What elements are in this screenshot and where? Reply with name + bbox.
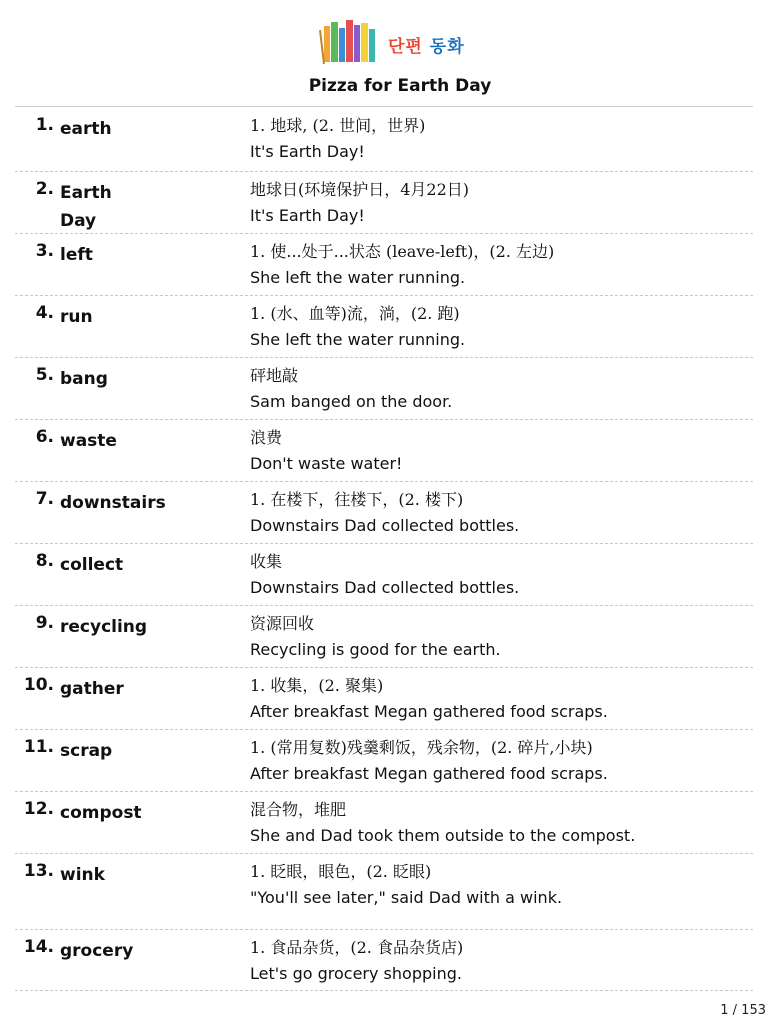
- books-icon: [318, 18, 384, 66]
- vocab-entry: [15, 295, 753, 358]
- entry-word: collect: [60, 555, 124, 575]
- entry-meaning: 砰地敲: [250, 366, 299, 385]
- entry-meaning: 1. 在楼下，往楼下，(2. 楼下): [250, 490, 464, 509]
- entry-example: It's Earth Day!: [250, 206, 365, 225]
- entry-number: 9.: [35, 613, 54, 633]
- entry-word: wink: [60, 865, 105, 885]
- vocab-entry: [15, 667, 753, 730]
- entry-number: 1.: [35, 115, 54, 135]
- entry-meaning: 资源回收: [250, 614, 315, 633]
- entry-number: 10.: [23, 675, 54, 695]
- entry-example: "You'll see later," said Dad with a wink.: [250, 888, 563, 907]
- entry-example: Let's go grocery shopping.: [250, 964, 462, 983]
- entry-word: scrap: [60, 741, 113, 761]
- vocab-entry: [15, 729, 753, 792]
- entry-number: 6.: [35, 427, 54, 447]
- vocab-entry: [15, 605, 753, 668]
- entry-meaning: 收集: [250, 552, 283, 571]
- logo-text: 단편 동화: [388, 37, 465, 57]
- entry-word: Earth Day: [60, 183, 112, 231]
- entry-word: grocery: [60, 941, 134, 961]
- entry-example: Sam banged on the door.: [250, 392, 453, 411]
- entry-word: run: [60, 307, 93, 327]
- vocab-entry: [15, 233, 753, 296]
- entry-meaning: 地球日(环境保护日，4月22日): [250, 180, 470, 199]
- page-indicator: 1 / 153: [720, 1003, 766, 1018]
- vocab-entry: [15, 357, 753, 420]
- entry-meaning: 1. 眨眼，眼色，(2. 眨眼): [250, 862, 432, 881]
- entry-number: 4.: [35, 303, 54, 323]
- entry-meaning: 混合物，堆肥: [250, 800, 347, 819]
- entry-number: 5.: [35, 365, 54, 385]
- entry-example: Downstairs Dad collected bottles.: [250, 578, 520, 597]
- entry-meaning: 1. 食品杂货，(2. 食品杂货店): [250, 938, 464, 957]
- entry-word: waste: [60, 431, 117, 451]
- entry-example: She left the water running.: [250, 330, 466, 349]
- vocab-entry: [15, 419, 753, 482]
- entry-example: Downstairs Dad collected bottles.: [250, 516, 520, 535]
- entry-example: She and Dad took them outside to the compost.: [250, 826, 636, 845]
- entry-number: 11.: [23, 737, 54, 757]
- entry-meaning: 1. 使...处于...状态 (leave-left)，(2. 左边): [250, 242, 555, 261]
- entry-example: Recycling is good for the earth.: [250, 640, 501, 659]
- entry-number: 12.: [23, 799, 54, 819]
- vocab-entry: [15, 107, 753, 172]
- vocab-entry: [15, 853, 753, 930]
- vocab-entry: [15, 481, 753, 544]
- entry-example: After breakfast Megan gathered food scraps.: [250, 764, 608, 783]
- vocab-entry: [15, 543, 753, 606]
- entry-word: gather: [60, 679, 124, 699]
- book-logo: [318, 18, 478, 66]
- entry-number: 2.: [35, 179, 54, 199]
- entry-meaning: 1. 地球, (2. 世间，世界): [250, 116, 426, 135]
- entry-example: After breakfast Megan gathered food scraps.: [250, 702, 608, 721]
- entry-meaning: 1. (常用复数)残羹剩饭，残余物，(2. 碎片,小块): [250, 738, 593, 757]
- entry-meaning: 1. 收集，(2. 聚集): [250, 676, 384, 695]
- entry-example: She left the water running.: [250, 268, 466, 287]
- entry-meaning: 1. (水、血等)流，淌，(2. 跑): [250, 304, 460, 323]
- entry-word: earth: [60, 119, 112, 139]
- page-title: Pizza for Earth Day: [308, 76, 492, 96]
- entry-word: bang: [60, 369, 108, 389]
- entry-number: 14.: [23, 937, 54, 957]
- entry-example: Don't waste water!: [250, 454, 403, 473]
- entry-number: 13.: [23, 861, 54, 881]
- entry-number: 3.: [35, 241, 54, 261]
- vocab-entry: [15, 171, 753, 234]
- entry-example: It's Earth Day!: [250, 142, 365, 161]
- entry-word: downstairs: [60, 493, 166, 513]
- entry-word: left: [60, 245, 93, 265]
- vocab-entry: [15, 929, 753, 991]
- entry-meaning: 浪费: [250, 428, 283, 447]
- vocab-entry: [15, 791, 753, 854]
- entry-word: recycling: [60, 617, 148, 637]
- entry-word: compost: [60, 803, 142, 823]
- entry-number: 8.: [35, 551, 54, 571]
- entry-number: 7.: [35, 489, 54, 509]
